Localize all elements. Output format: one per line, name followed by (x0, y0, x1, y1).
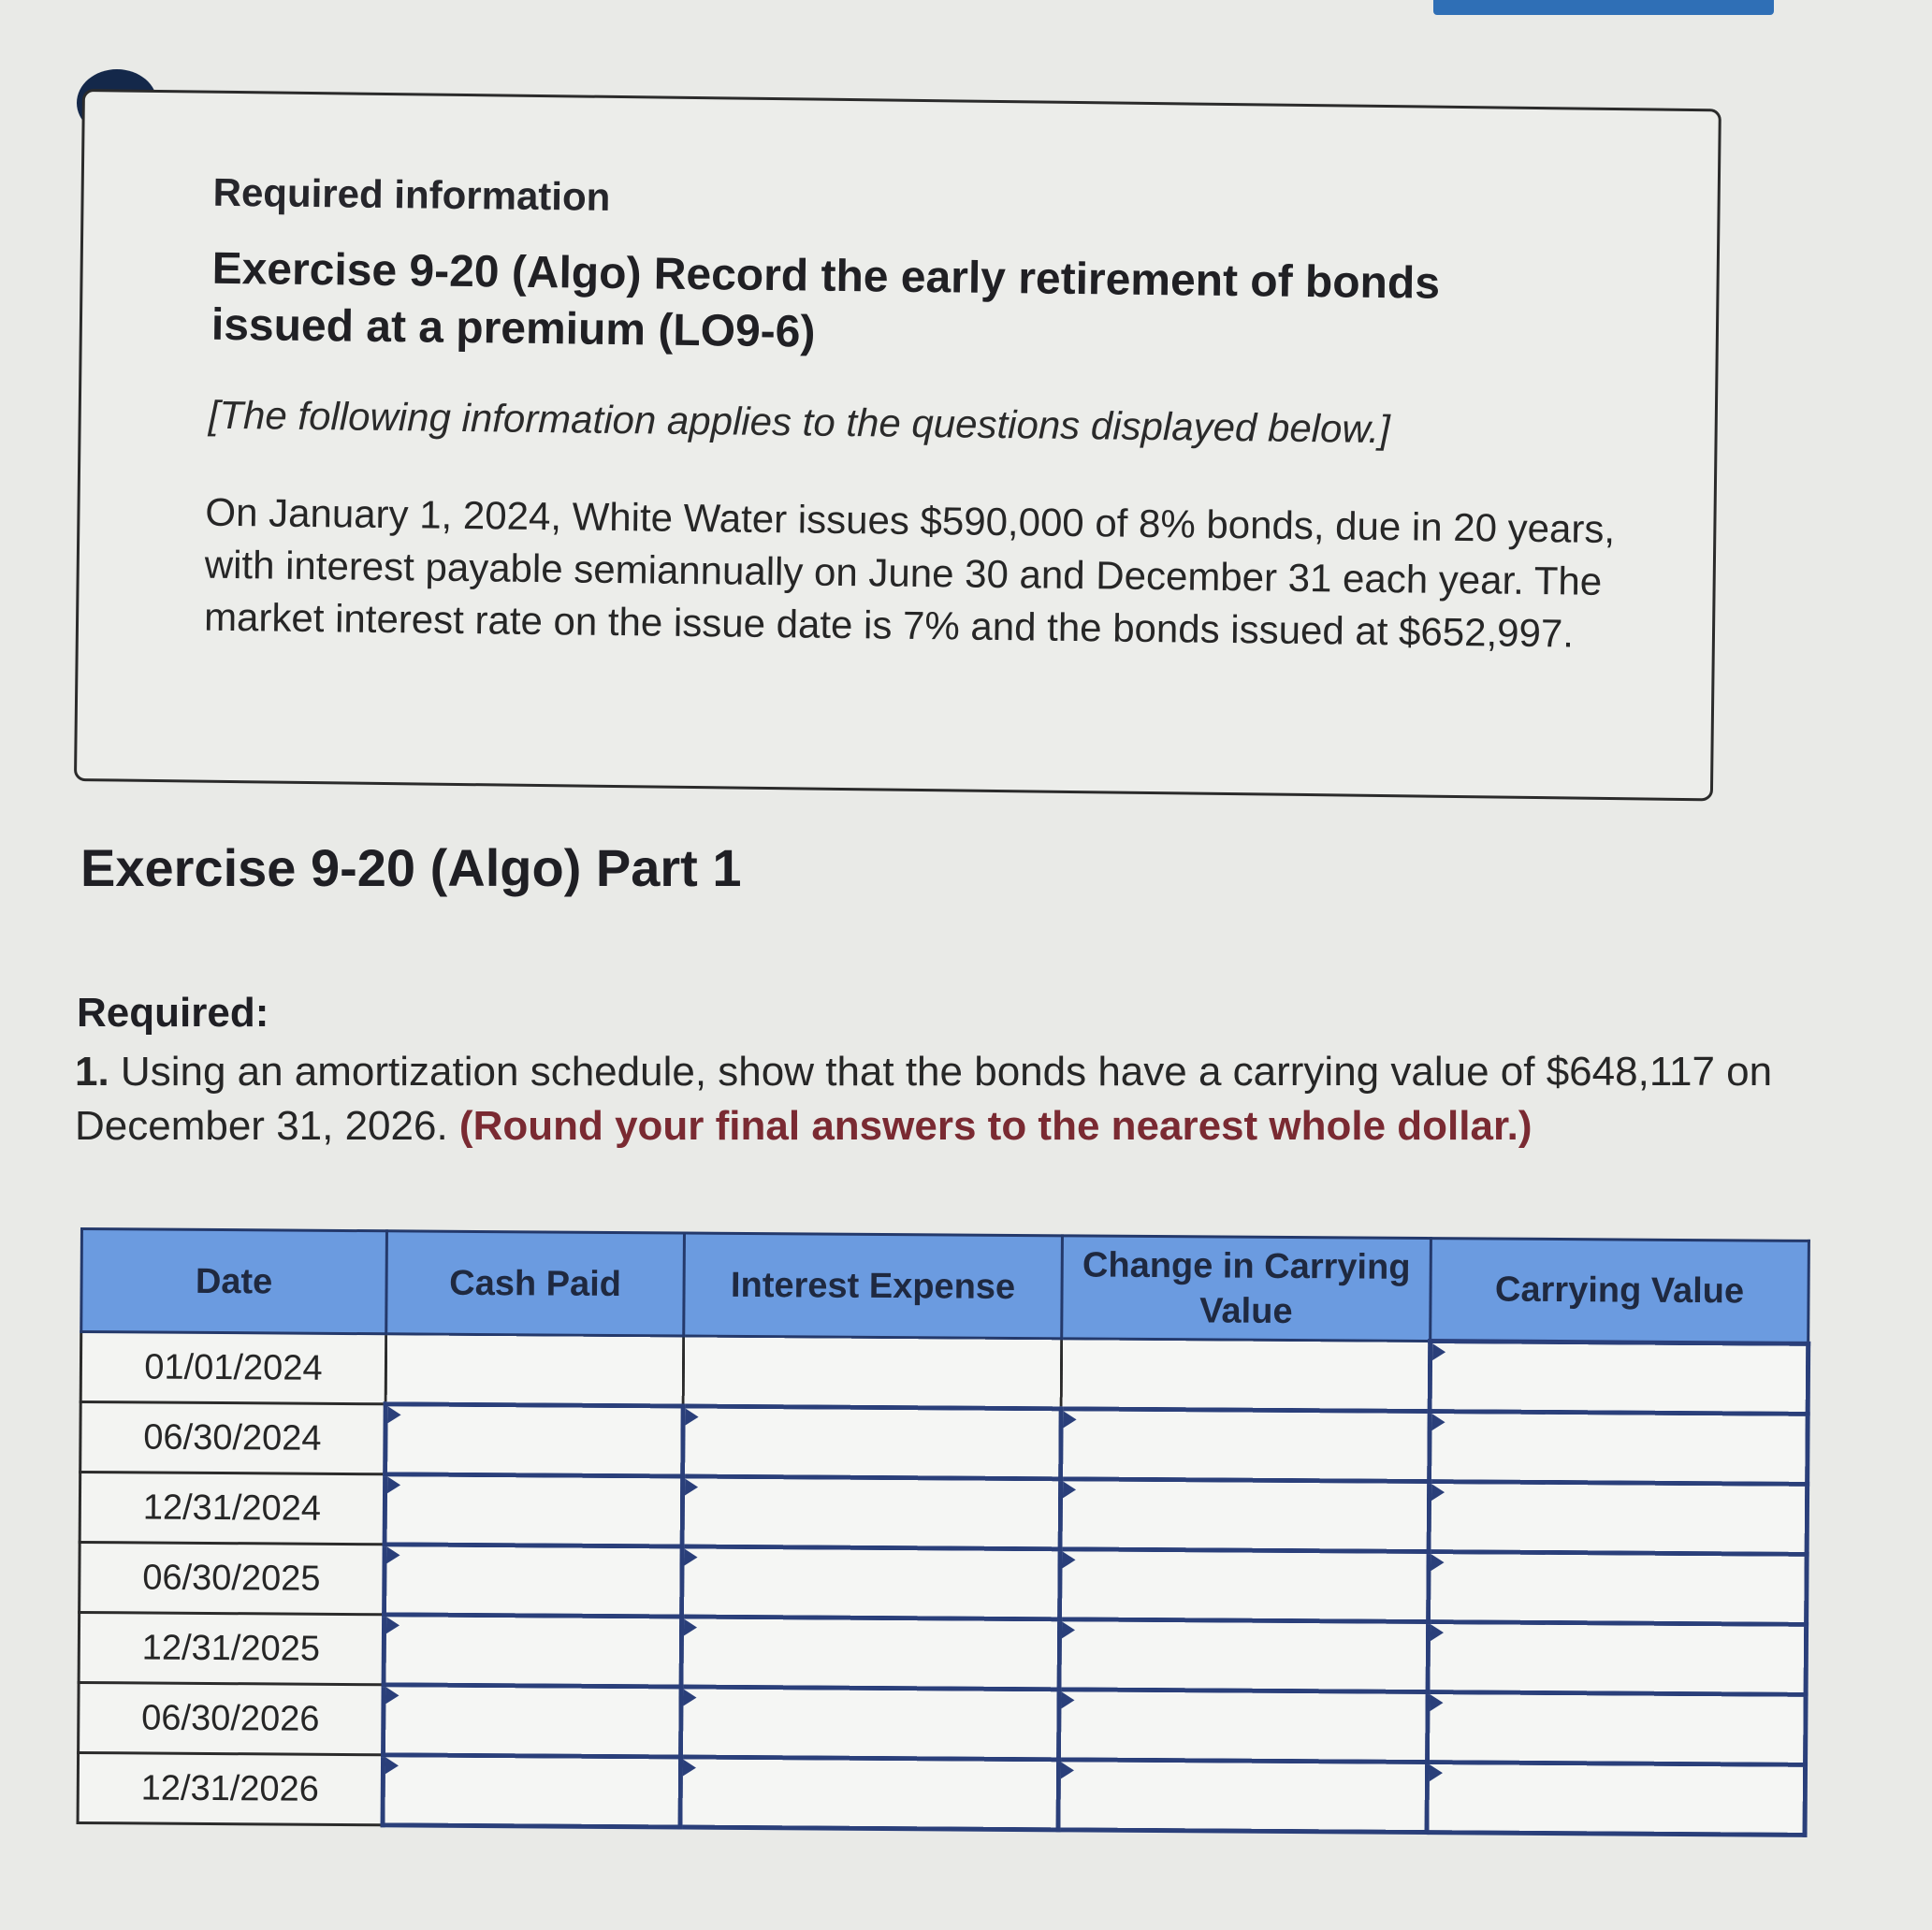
cash-paid-input[interactable] (384, 1685, 682, 1757)
table-row (80, 1473, 1807, 1555)
carrying-value-input[interactable] (1427, 1763, 1806, 1836)
table-row (80, 1332, 1808, 1415)
carrying-value-input[interactable] (1429, 1552, 1808, 1625)
question-number: 1. (75, 1049, 109, 1095)
header-cash-paid: Cash Paid (386, 1231, 685, 1336)
applies-note: [The following information applies to the questions displayed below.] (208, 392, 1391, 452)
cash-paid-cell (385, 1334, 684, 1406)
amortization-schedule (77, 1227, 1811, 1837)
change-in-carrying-value-input[interactable] (1058, 1760, 1428, 1833)
date-cell: 12/31/2026 (78, 1752, 384, 1824)
change-in-carrying-value-input[interactable] (1061, 1409, 1431, 1482)
table-row (79, 1682, 1806, 1764)
cash-paid-input[interactable] (385, 1474, 683, 1546)
cash-paid-input[interactable] (384, 1615, 682, 1687)
change-in-carrying-value-input[interactable] (1060, 1549, 1430, 1622)
question-body: Using an amortization schedule, show that the bonds have a carrying value of $648,117 on December 31, 2026. (75, 1049, 1773, 1149)
header-change-in-carrying-value: Change in Carrying Value (1062, 1236, 1431, 1342)
interest-expense-input[interactable] (681, 1617, 1060, 1690)
carrying-value-input[interactable] (1429, 1482, 1808, 1555)
problem-text: On January 1, 2024, White Water issues $590,000 of 8% bonds, due in 20 years, with interest payable semiannually on June 30 and December 31 each year. The market interest rate on the issue date is 7% and the bonds issued at $652,997. (203, 489, 1616, 656)
cash-paid-input[interactable] (385, 1545, 683, 1617)
date-cell: 06/30/2025 (80, 1543, 385, 1615)
rounding-note: (Round your final answers to the nearest whole dollar.) (458, 1103, 1533, 1149)
carrying-value-input[interactable] (1430, 1342, 1809, 1415)
change-in-carrying-value-cell (1061, 1339, 1431, 1412)
table-row (80, 1402, 1808, 1485)
interest-expense-input[interactable] (683, 1406, 1062, 1479)
interest-expense-input[interactable] (680, 1757, 1059, 1830)
date-cell: 12/31/2024 (80, 1473, 385, 1545)
interest-expense-input[interactable] (682, 1546, 1061, 1619)
interest-expense-cell (683, 1336, 1062, 1409)
cash-paid-input[interactable] (385, 1404, 684, 1476)
change-in-carrying-value-input[interactable] (1060, 1479, 1430, 1552)
carrying-value-input[interactable] (1428, 1692, 1807, 1765)
question-text (75, 1045, 1852, 1154)
part-title: Exercise 9-20 (Algo) Part 1 (80, 838, 742, 897)
interest-expense-input[interactable] (682, 1476, 1061, 1549)
interest-expense-input[interactable] (681, 1687, 1060, 1760)
date-cell: 01/01/2024 (80, 1332, 386, 1404)
table-header-row (81, 1229, 1809, 1344)
required-information-heading: Required information (212, 169, 611, 219)
required-label: Required: (77, 990, 269, 1036)
header-date: Date (81, 1229, 387, 1334)
exercise-title: Exercise 9-20 (Algo) Record the early retirement of bonds issued at a premium (LO9-6) (211, 243, 1441, 357)
table-row (79, 1613, 1806, 1695)
required-information-box (74, 89, 1721, 801)
top-action-bar[interactable] (1433, 0, 1774, 15)
carrying-value-input[interactable] (1428, 1622, 1807, 1695)
header-interest-expense: Interest Expense (684, 1233, 1063, 1339)
carrying-value-input[interactable] (1430, 1412, 1809, 1485)
table-row (80, 1543, 1807, 1625)
change-in-carrying-value-input[interactable] (1059, 1619, 1429, 1692)
header-carrying-value: Carrying Value (1431, 1239, 1809, 1344)
change-in-carrying-value-input[interactable] (1059, 1690, 1429, 1763)
date-cell: 12/31/2025 (79, 1613, 385, 1685)
date-cell: 06/30/2024 (80, 1402, 386, 1474)
cash-paid-input[interactable] (383, 1755, 681, 1827)
date-cell: 06/30/2026 (79, 1682, 385, 1754)
table-row (78, 1752, 1805, 1835)
